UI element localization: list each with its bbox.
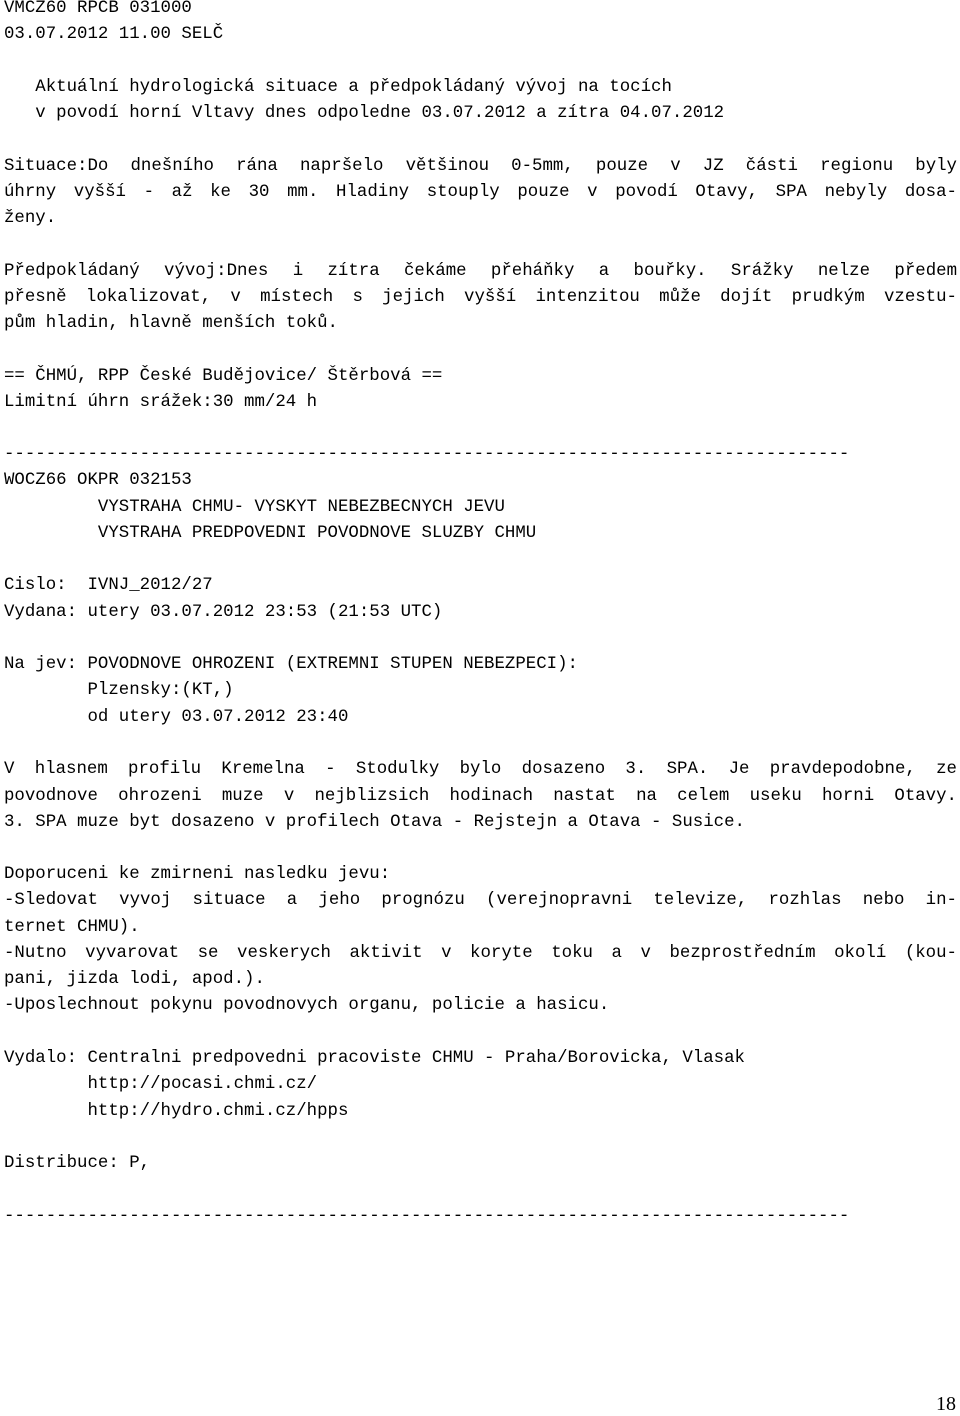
distribution: Distribuce: P, (4, 1154, 151, 1173)
warning-text-line-1: V hlasnem profilu Kremelna - Stodulky bylo dosazeno 3. SPA. Je pravdepodobne, ze (4, 760, 957, 779)
situation-line-3: ženy. (4, 209, 57, 228)
phenomenon-line-1: Na jev: POVODNOVE OHROZENI (EXTREMNI STUPEN NEBEZPECI): (4, 655, 578, 674)
header-code: VMCZ60 RPCB 031000 (4, 0, 192, 18)
separator-line-top: --------------------------------------------------------------------------------- (4, 445, 850, 464)
forecast-line-3: pům hladin, hlavně menších toků. (4, 314, 338, 333)
link-pocasi[interactable]: http://pocasi.chmi.cz/ (4, 1075, 318, 1094)
warning-number: Cislo: IVNJ_2012/27 (4, 576, 213, 595)
warning-heading-1: VYSTRAHA CHMU- VYSKYT NEBEZBECNYCH JEVU (4, 498, 505, 517)
warning-issued: Vydana: utery 03.07.2012 23:53 (21:53 UTC) (4, 603, 443, 622)
report-title-line-1: Aktuální hydrologická situace a předpokládaný vývoj na tocích (4, 78, 672, 97)
recommendation-line-1: -Sledovat vyvoj situace a jeho prognózu (verejnopravni televize, rozhlas nebo in- (4, 891, 957, 910)
phenomenon-start: od utery 03.07.2012 23:40 (4, 708, 349, 727)
warning-code: WOCZ66 OKPR 032153 (4, 471, 192, 490)
phenomenon-region: Plzensky:(KT,) (4, 681, 234, 700)
page-number: 18 (936, 1393, 956, 1415)
author-signature: == ČHMÚ, RPP České Budějovice/ Štěrbová == (4, 367, 443, 386)
link-hydro[interactable]: http://hydro.chmi.cz/hpps (4, 1102, 349, 1121)
separator-line-bottom: --------------------------------------------------------------------------------- (4, 1207, 850, 1226)
warning-text-line-2: povodnove ohrozeni muze v nejblizsich hodinach nastat na celem useku horni Otavy. (4, 787, 957, 806)
recommendation-line-3: -Nutno vyvarovat se veskerych aktivit v koryte toku a v bezprostředním okolí (kou- (4, 944, 957, 963)
issued-by: Vydalo: Centralni predpovedni pracoviste CHMU - Praha/Borovicka, Vlasak (4, 1049, 745, 1068)
header-datetime: 03.07.2012 11.00 SELČ (4, 25, 224, 44)
precipitation-limit: Limitní úhrn srážek:30 mm/24 h (4, 393, 318, 412)
forecast-line-1: Předpokládaný vývoj:Dnes i zítra čekáme přeháňky a bouřky. Srážky nelze předem (4, 262, 957, 281)
warning-text-line-3: 3. SPA muze byt dosazeno v profilech Otava - Rejstejn a Otava - Susice. (4, 813, 745, 832)
report-title-line-2: v povodí horní Vltavy dnes odpoledne 03.07.2012 a zítra 04.07.2012 (4, 104, 725, 123)
situation-line-2: úhrny vyšší - až ke 30 mm. Hladiny stouply pouze v povodí Otavy, SPA nebyly dosa- (4, 183, 957, 202)
recommendation-line-4: pani, jizda lodi, apod.). (4, 970, 265, 989)
recommendations-title: Doporuceni ke zmirneni nasledku jevu: (4, 865, 391, 884)
situation-line-1: Situace:Do dnešního rána napršelo většinou 0-5mm, pouze v JZ části regionu byly (4, 157, 957, 176)
warning-heading-2: VYSTRAHA PREDPOVEDNI POVODNOVE SLUZBY CHMU (4, 524, 537, 543)
forecast-line-2: přesně lokalizovat, v místech s jejich vyšší intenzitou může dojít prudkým vzestu- (4, 288, 957, 307)
recommendation-line-2: ternet CHMU). (4, 918, 140, 937)
recommendation-line-5: -Uposlechnout pokynu povodnovych organu, policie a hasicu. (4, 996, 610, 1015)
